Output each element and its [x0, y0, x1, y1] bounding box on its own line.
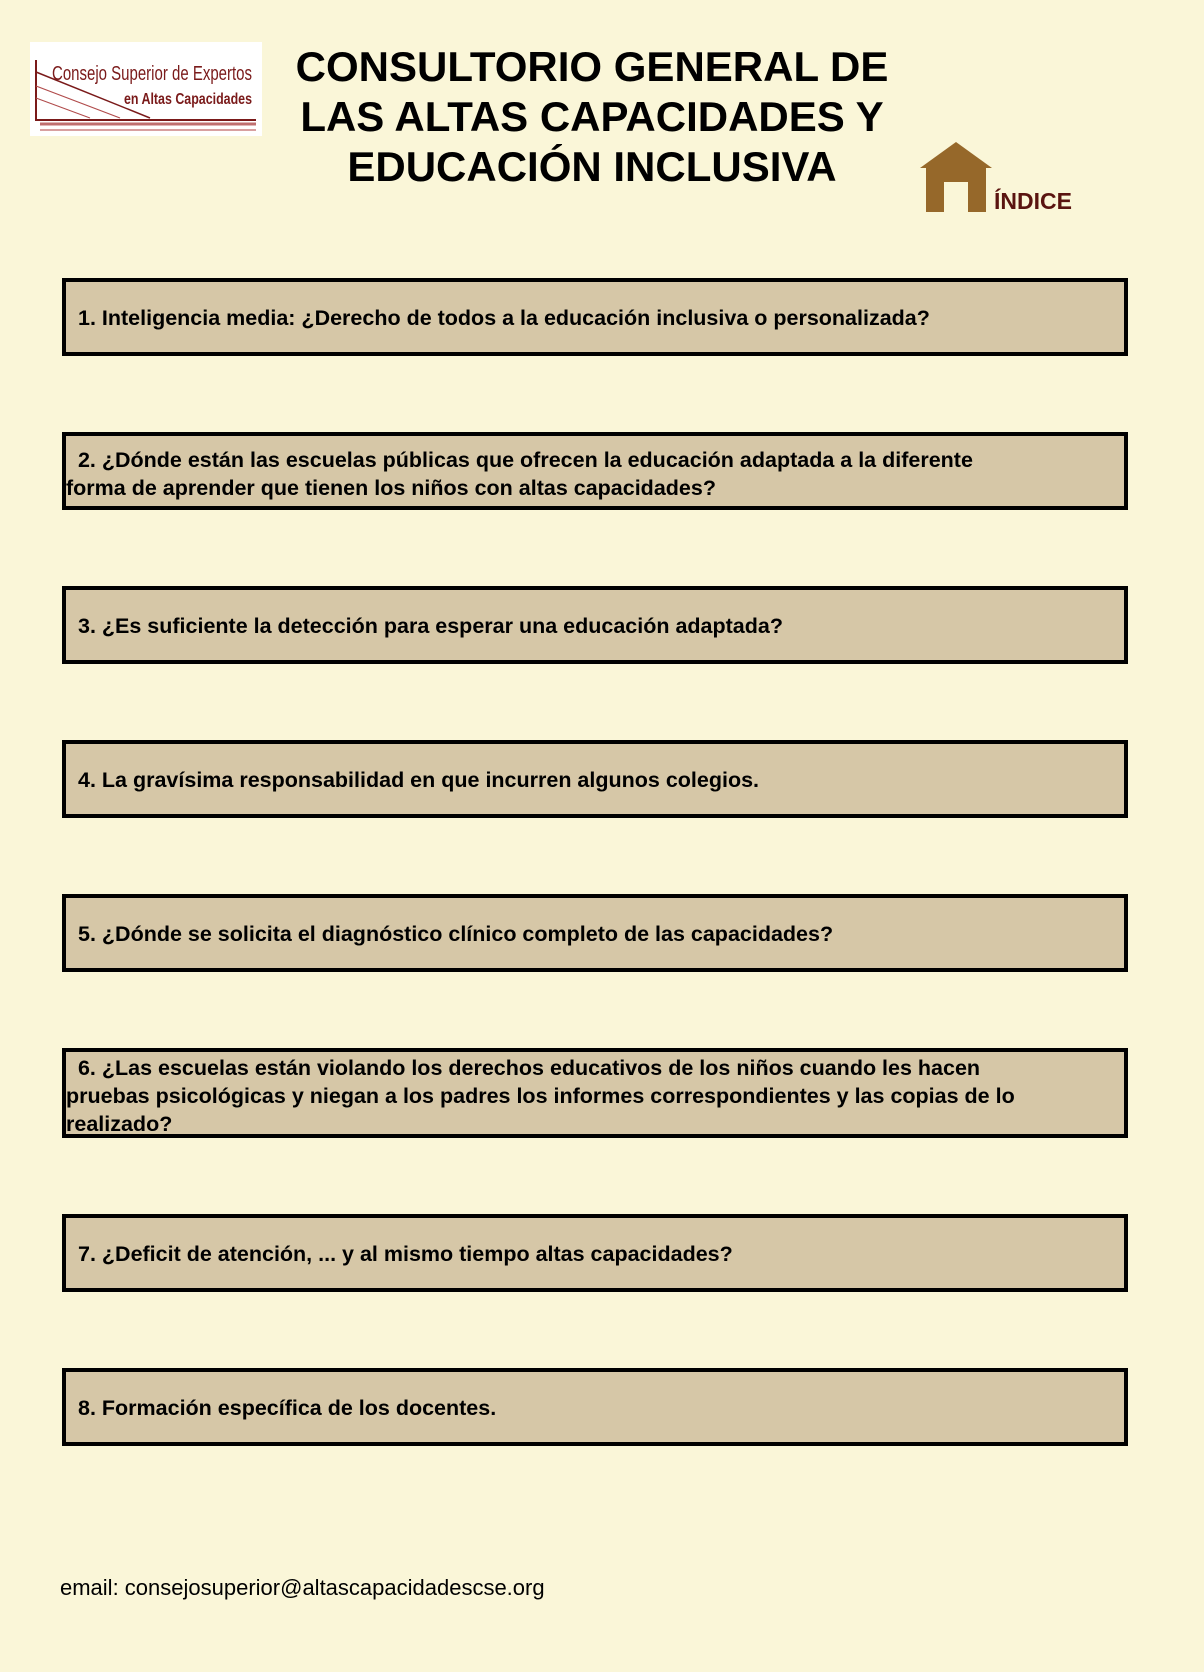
page-title-line: LAS ALTAS CAPACIDADES Y	[300, 93, 884, 140]
question-text: 1. Inteligencia media: ¿Derecho de todos a la educación inclusiva o personalizada?	[78, 306, 930, 330]
question-text-line: forma de aprender que tienen los niños con altas capacidades?	[66, 476, 716, 500]
page-title-line: CONSULTORIO GENERAL DE	[295, 43, 889, 90]
question-item-7[interactable]	[62, 1214, 1128, 1292]
question-text: 5. ¿Dónde se solicita el diagnóstico clínico completo de las capacidades?	[78, 922, 834, 946]
logo-graphic	[30, 42, 262, 136]
question-item-4[interactable]	[62, 740, 1128, 818]
question-item-1[interactable]	[62, 278, 1128, 356]
question-item-5[interactable]	[62, 894, 1128, 972]
logo-text-line2: en Altas Capacidades	[124, 91, 253, 108]
question-text-line: 6. ¿Las escuelas están violando los derechos educativos de los niños cuando les hacen	[66, 1056, 981, 1080]
question-text: 8. Formación específica de los docentes.	[78, 1396, 497, 1420]
footer-email[interactable]: email: consejosuperior@altascapacidadescse.org	[60, 1575, 545, 1600]
question-text: 3. ¿Es suficiente la detección para esperar una educación adaptada?	[78, 614, 783, 638]
question-text-line: pruebas psicológicas y niegan a los padres los informes correspondientes y las copias de lo	[66, 1084, 1015, 1108]
question-text: 4. La gravísima responsabilidad en que incurren algunos colegios.	[78, 768, 760, 792]
logo-text-line1: Consejo Superior de Expertos	[52, 63, 252, 85]
index-label: ÍNDICE	[994, 188, 1072, 214]
question-item-3[interactable]	[62, 586, 1128, 664]
question-item-6[interactable]	[62, 1048, 1128, 1138]
house-icon	[920, 142, 992, 212]
question-text-line: 2. ¿Dónde están las escuelas públicas que ofrecen la educación adaptada a la diferente	[66, 448, 973, 472]
page-title-line: EDUCACIÓN INCLUSIVA	[347, 143, 837, 190]
page-title	[262, 42, 922, 192]
index-link[interactable]	[920, 142, 1090, 216]
question-item-2[interactable]	[62, 432, 1128, 510]
question-item-8[interactable]	[62, 1368, 1128, 1446]
question-text-line: realizado?	[66, 1112, 173, 1136]
logo	[30, 42, 262, 136]
question-text: 7. ¿Deficit de atención, ... y al mismo tiempo altas capacidades?	[78, 1242, 733, 1266]
